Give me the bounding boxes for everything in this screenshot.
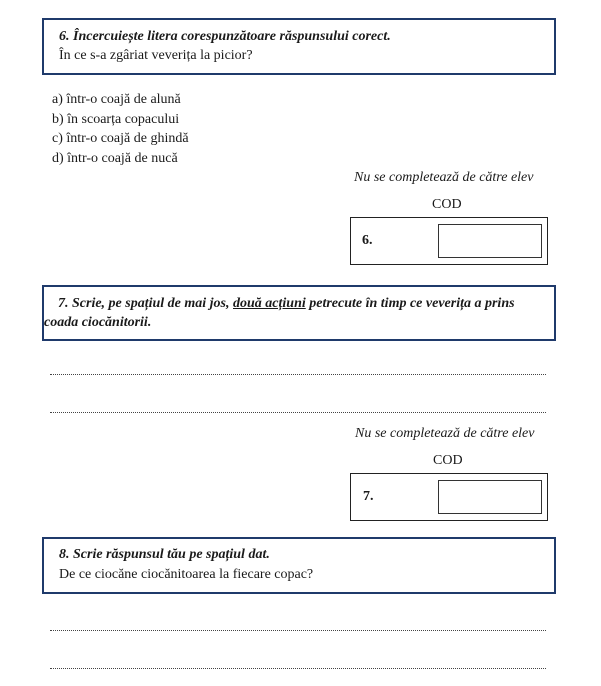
answer-line-8-1[interactable]: [50, 630, 546, 631]
answer-line-7-1[interactable]: [50, 374, 546, 375]
cod-label-6: COD: [432, 197, 462, 212]
question-7-box: [42, 285, 556, 341]
code-number-6: 6.: [362, 233, 373, 248]
teacher-note-6: Nu se completează de către elev: [354, 170, 534, 185]
question-8-box: [42, 537, 556, 594]
answer-line-8-2[interactable]: [50, 668, 546, 669]
code-answer-field-7[interactable]: [438, 480, 542, 514]
teacher-note-7: Nu se completează de către elev: [355, 426, 535, 441]
code-answer-field-6[interactable]: [438, 224, 542, 258]
question-7-title-underlined: două acțiuni: [233, 296, 306, 311]
question-7-title: [58, 296, 515, 312]
option-b[interactable]: b) în scoarța copacului: [52, 111, 180, 127]
option-a[interactable]: a) într-o coajă de alună: [52, 92, 181, 107]
question-7-title-part1: 7. Scrie, pe spațiul de mai jos,: [58, 296, 233, 311]
answer-line-7-2[interactable]: [50, 412, 546, 413]
question-6-box: [42, 18, 556, 75]
question-8-text: De ce ciocăne ciocănitoarea la fiecare copac?: [59, 567, 314, 582]
option-c[interactable]: c) într-o coajă de ghindă: [52, 131, 189, 146]
question-8-title: 8. Scrie răspunsul tău pe spațiul dat.: [59, 547, 270, 562]
question-6-title: 6. Încercuiește litera corespunzătoare răspunsului corect.: [59, 29, 391, 44]
question-6-text: În ce s-a zgâriat veverița la picior?: [59, 48, 253, 63]
question-6-options: [52, 90, 189, 168]
question-7-title-line2: coada ciocănitorii.: [44, 315, 152, 330]
question-7-title-part2: petrecute în timp ce veverița a prins: [305, 296, 515, 311]
option-d[interactable]: d) într-o coajă de nucă: [52, 150, 178, 166]
code-number-7: 7.: [363, 489, 374, 504]
cod-label-7: COD: [433, 453, 463, 468]
code-box-6: [350, 217, 548, 265]
code-box-7: [350, 473, 548, 521]
